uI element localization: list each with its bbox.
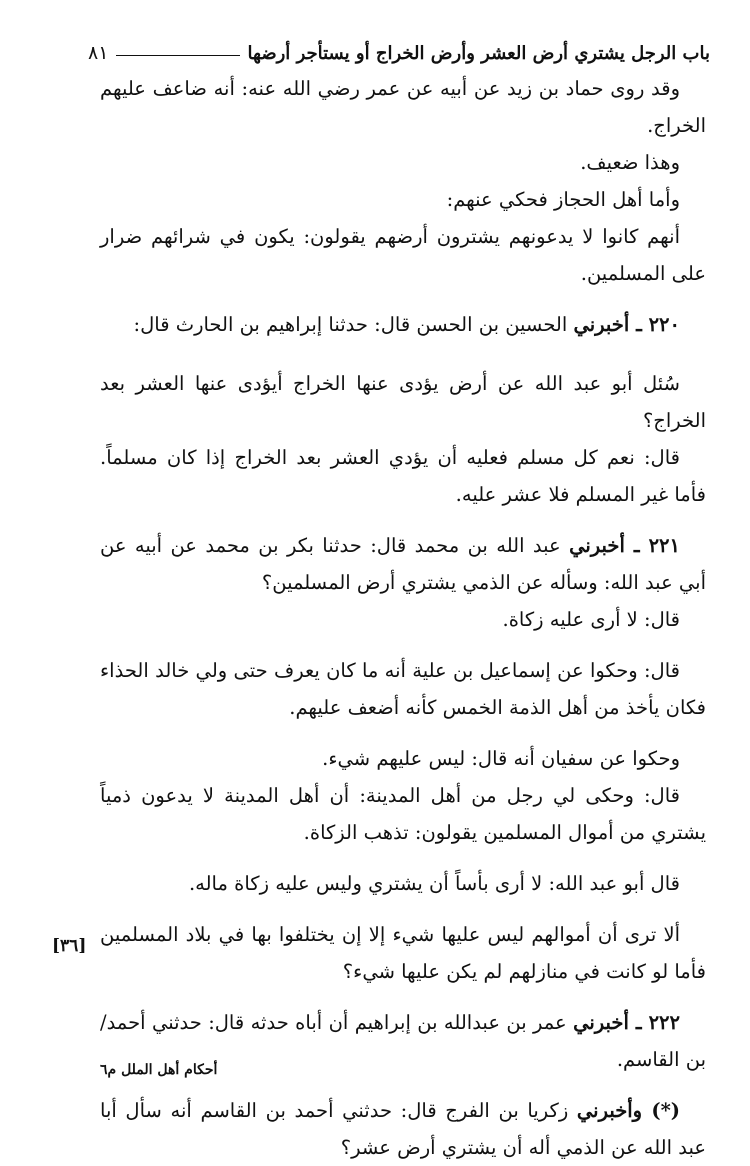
paragraph-7: قال: نعم كل مسلم فعليه أن يؤدي العشر بعد الخراج إذا كان مسلماً. فأما غير المسلم فلا عشر عليه.	[100, 446, 706, 506]
paragraph-11: وحكوا عن سفيان أنه قال: ليس عليهم شيء.	[322, 747, 680, 770]
paragraph-13: قال أبو عبد الله: لا أرى بأساً أن يشتري وليس عليه زكاة ماله.	[188, 872, 680, 895]
paragraph-6: سُئل أبو عبد الله عن أرض يؤدى عنها الخراج أيؤدى عنها العشر بعد الخراج؟	[100, 372, 706, 432]
paragraph-3: وأما أهل الحجاز فحكي عنهم:	[446, 188, 680, 211]
header-rule	[116, 55, 239, 56]
paragraph-12: قال: وحكى لي رجل من أهل المدينة: أن أهل المدينة لا يدعون ذمياً يشتري من أموال المسلمين يقولون: تذهب الزكاة.	[100, 784, 706, 844]
paragraph-9: قال: لا أرى عليه زكاة.	[502, 608, 680, 631]
hadith-lead: (*) وأخبرني	[576, 1099, 680, 1122]
paragraph-2: وهذا ضعيف.	[580, 151, 680, 174]
paragraph-10: قال: وحكوا عن إسماعيل بن علية أنه ما كان يعرف حتى ولي خالد الحذاء فكان يأخذ من أهل الذمة الخمس كأنه أضعف عليهم.	[100, 659, 706, 719]
header-title: باب الرجل يشتري أرض العشر وأرض الخراج أو يستأجر أرضها	[247, 43, 710, 64]
hadith-220: ٢٢٠ ـ أخبرني الحسين بن الحسن قال: حدثنا إبراهيم بن الحارث قال:	[133, 313, 680, 336]
paragraph-14: ألا ترى أن أموالهم ليس عليها شيء إلا إن يختلفوا بها في بلاد المسلمين فأما لو كانت في منازلهم لم يكن عليها شيء؟	[100, 923, 706, 983]
footer-signature: أحكام أهل الملل م٦	[100, 1062, 218, 1078]
page-body	[100, 70, 706, 1166]
paragraph-4: أنهم كانوا لا يدعونهم يشترون أرضهم يقولون: يكون في شرائهم ضرار على المسلمين.	[100, 225, 706, 285]
margin-page-marker: [٣٦]	[52, 936, 87, 956]
hadith-222: ٢٢٢ ـ أخبرني عمر بن عبدالله بن إبراهيم أن أباه حدثه قال: حدثني أحمد/ بن القاسم.	[100, 1011, 706, 1071]
page-number: ٨١	[88, 42, 109, 64]
paragraph-16: (*) وأخبرني زكريا بن الفرج قال: حدثني أحمد بن القاسم أنه سأل أبا عبد الله عن الذمي أله أن يشتري أرض عشر؟	[100, 1099, 706, 1159]
hadith-lead: ٢٢٠ ـ أخبرني	[573, 313, 680, 336]
hadith-221: ٢٢١ ـ أخبرني عبد الله بن محمد قال: حدثنا بكر بن محمد عن أبيه عن أبي عبد الله: وسأله عن الذمي يشتري أرض المسلمين؟	[100, 534, 706, 594]
hadith-lead: ٢٢٢ ـ أخبرني	[573, 1011, 680, 1034]
paragraph-1: وقد روى حماد بن زيد عن أبيه عن عمر رضي الله عنه: أنه ضاعف عليهم الخراج.	[100, 77, 706, 137]
hadith-lead: ٢٢١ ـ أخبرني	[569, 534, 680, 557]
running-header	[88, 34, 710, 64]
